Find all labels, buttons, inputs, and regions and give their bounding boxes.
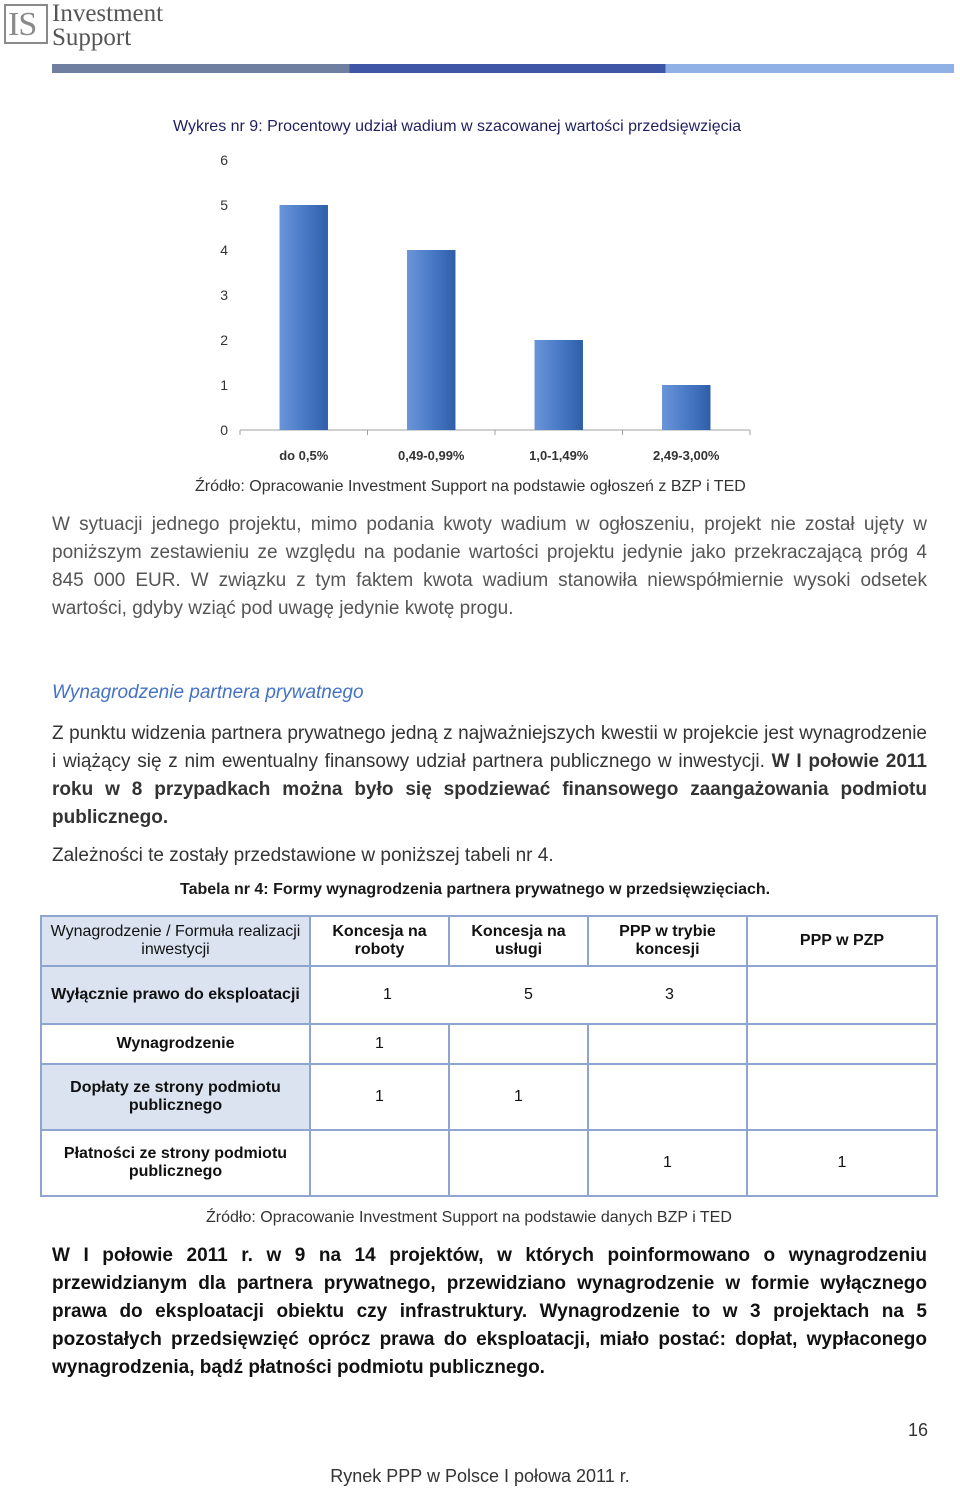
table-cell-empty xyxy=(449,1024,588,1064)
table-cell-empty xyxy=(449,1130,588,1196)
chart-title: Wykres nr 9: Procentowy udział wadium w szacowanej wartości przedsięwzięcia xyxy=(173,118,742,135)
bar xyxy=(535,340,583,430)
logo-text-investment: Investment xyxy=(52,0,164,27)
table-row xyxy=(41,1064,937,1130)
logo-mark: IS xyxy=(8,6,37,43)
page-footer: Rynek PPP w Polsce I połowa 2011 r. xyxy=(330,1466,630,1486)
table-cell-empty xyxy=(588,1024,747,1064)
paragraph-remuneration-bold: W I połowie 2011 roku w 8 przypadkach można było się spodziewać finansowego zaangażowania podmiotu publicznego. xyxy=(52,751,927,828)
x-tick-label: 2,49-3,00% xyxy=(653,448,720,463)
table-row xyxy=(41,1024,937,1064)
paragraph-summary: W I połowie 2011 r. w 9 na 14 projektów, w których poinformowano o wynagrodzeniu przewidzianym dla partnera prywatnego, przewidziano wynagrodzenie w formie wyłącznego prawa do eksploatacji obiektu czy infrastruktury. Wynagrodzenie to w 3 projektach na 5 pozostałych przedsięwzięć oprócz prawa do eksploatacji, miało postać: dopłat, wypłaconego wynagrodzenia, bądź płatności podmiotu publicznego. xyxy=(52,1245,927,1378)
table-cell-empty xyxy=(747,966,937,1024)
table-cell-empty xyxy=(310,1130,449,1196)
table-caption: Tabela nr 4: Formy wynagrodzenia partnera prywatnego w przedsięwzięciach. xyxy=(180,881,771,898)
y-tick-label: 0 xyxy=(220,422,228,438)
section-heading: Wynagrodzenie partnera prywatnego xyxy=(52,682,364,703)
paragraph-table-intro: Zależności te zostały przedstawione w poniższej tabeli nr 4. xyxy=(52,845,554,866)
x-tick-label: do 0,5% xyxy=(279,448,329,463)
table-header-cell: PPP w trybie koncesji xyxy=(588,916,747,966)
table-cell-empty xyxy=(588,1064,747,1130)
table-value: 1 xyxy=(588,1130,747,1196)
table-row-label: Dopłaty ze strony podmiotu publicznego xyxy=(41,1064,310,1130)
table-header-row xyxy=(41,916,937,966)
table-value: 3 xyxy=(665,986,674,1003)
table-value: 1 xyxy=(310,1064,449,1130)
table-header-cell: Koncesja na roboty xyxy=(310,916,449,966)
table-row-label: Wynagrodzenie xyxy=(41,1024,310,1064)
x-tick-label: 0,49-0,99% xyxy=(398,448,465,463)
table-value: 1 xyxy=(310,1024,449,1064)
table-row xyxy=(41,966,937,1024)
table-cell-empty xyxy=(747,1064,937,1130)
table-header-cell: Wynagrodzenie / Formuła realizacji inwestycji xyxy=(41,916,310,966)
page-number: 16 xyxy=(907,1420,928,1440)
table-values-cell xyxy=(310,966,747,1024)
y-tick-label: 3 xyxy=(220,287,228,303)
logo-text-support: Support xyxy=(52,24,132,51)
bar xyxy=(407,250,455,430)
paragraph-remuneration-text: Z punktu widzenia partnera prywatnego jedną z najważniejszych kwestii w projekcie jest wynagrodzenie i wiążący się z nim ewentualny finansowy udział partnera publicznego w inwestycji. xyxy=(52,723,927,772)
paragraph-remuneration xyxy=(52,720,927,832)
table-value: 5 xyxy=(524,986,533,1003)
y-tick-label: 1 xyxy=(220,377,228,393)
table-cell-empty xyxy=(747,1024,937,1064)
y-tick-label: 6 xyxy=(220,152,228,168)
table-value: 1 xyxy=(383,986,392,1003)
chart-svg xyxy=(200,150,760,470)
remuneration-table xyxy=(40,915,938,1197)
bar xyxy=(662,385,710,430)
table-value: 1 xyxy=(449,1064,588,1130)
table-row xyxy=(41,1130,937,1196)
paragraph-project-note: W sytuacji jednego projektu, mimo podania kwoty wadium w ogłoszeniu, projekt nie został ujęty w poniższym zestawieniu ze względu na podanie wartości projektu jedynie jako przekraczającą próg 4 845 000 EUR. W związku z tym faktem kwota wadium stanowiła niewspółmiernie wysoki odsetek wartości, gdyby wziąć pod uwagę jedynie kwotę progu. xyxy=(52,514,927,619)
bar-chart xyxy=(200,150,760,470)
y-tick-label: 2 xyxy=(220,332,228,348)
table-value: 1 xyxy=(747,1130,937,1196)
y-tick-label: 5 xyxy=(220,197,228,213)
table-row-label: Płatności ze strony podmiotu publicznego xyxy=(41,1130,310,1196)
chart-source: Źródło: Opracowanie Investment Support na podstawie ogłoszeń z BZP i TED xyxy=(195,478,746,495)
table-header-cell: PPP w PZP xyxy=(747,916,937,966)
x-tick-label: 1,0-1,49% xyxy=(529,448,589,463)
table-source: Źródło: Opracowanie Investment Support na podstawie danych BZP i TED xyxy=(206,1209,732,1226)
bar xyxy=(280,205,328,430)
table-row-label: Wyłącznie prawo do eksploatacji xyxy=(41,966,310,1024)
table-header-cell: Koncesja na usługi xyxy=(449,916,588,966)
header-color-bar xyxy=(52,64,954,73)
y-tick-label: 4 xyxy=(220,242,228,258)
